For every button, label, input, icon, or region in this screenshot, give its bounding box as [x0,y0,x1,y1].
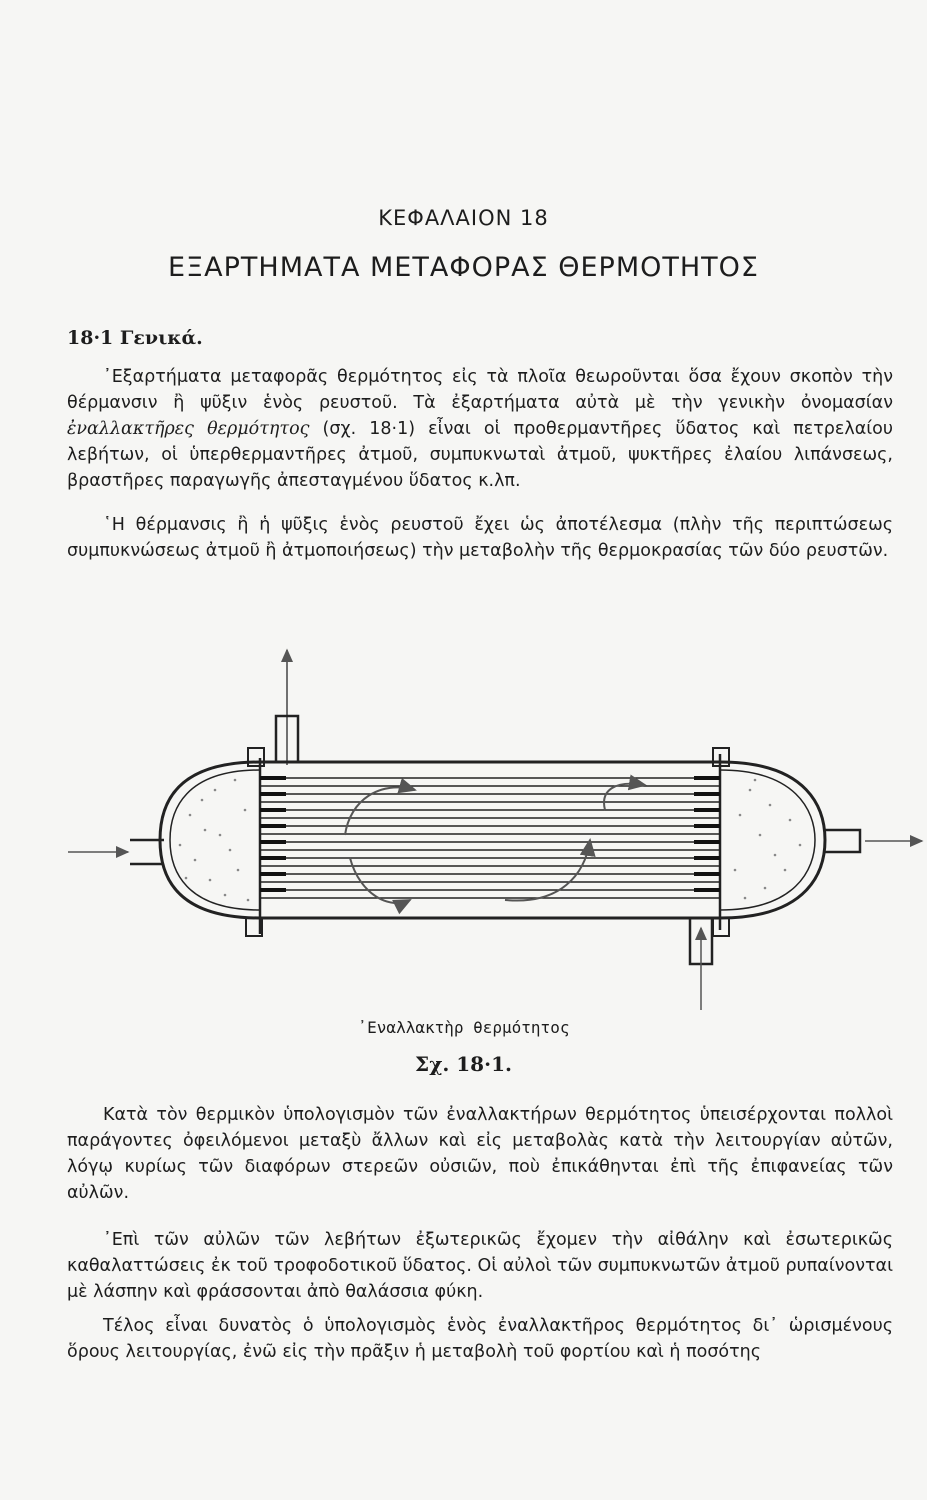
chapter-label: ΚΕΦΑΛΑΙΟΝ 18 [378,206,549,230]
paragraph-1-text-b: (σχ. 18·1) εἶναι οἱ προθερμαντῆρες ὕδατος καὶ πετρελαίου λεβήτων, οἱ ὑπερθερμαντῆρες ἀτμοῦ, συμπυκνωταὶ ἀτμοῦ, ψυκτῆρες ἐλαίου λιπάνσεως, βραστῆρες παραγωγῆς ἀπεσταγμένου ὕδατος κ.λπ. [67,419,893,491]
heat-exchanger-diagram [60,630,927,1015]
top-nozzle [248,650,729,766]
left-nozzle [68,840,164,864]
figure-label: ᾿Εναλλακτὴρ θερμότητος [357,1018,570,1037]
left-head-stipple [179,779,250,902]
figure-number: Σχ. 18·1. [415,1052,512,1076]
paragraph-1-text-a: ᾿Εξαρτήματα μεταφορᾶς θερμότητος εἰς τὰ πλοῖα θεωροῦνται ὅσα ἔχουν σκοπὸν τὴν θέρμανσιν ἢ ψῦξιν ἑνὸς ρευστοῦ. Τὰ ἐξαρτήματα αὐτὰ μὲ τὴν γενικὴν ὀνομασίαν [67,367,893,413]
right-nozzle [825,830,922,852]
paragraph-3: Κατὰ τὸν θερμικὸν ὑπολογισμὸν τῶν ἐναλλακτήρων θερμότητος ὑπεισέρχονται πολλοὶ παράγοντες ὀφειλόμενοι μεταξὺ ἄλλων καὶ εἰς μεταβολὰς κατὰ τὴν λειτουργίαν αὐτῶν, λόγῳ κυρίως τῶν διαφόρων στερεῶν οὐσιῶν, ποὺ ἐπικάθηνται ἐπὶ τῆς ἐπιφανείας τῶν αὐλῶν. [67,1105,893,1203]
bottom-nozzle [690,918,712,1010]
chapter-title: ΕΞΑΡΤΗΜΑΤΑ ΜΕΤΑΦΟΡΑΣ ΘΕΡΜΟΤΗΤΟΣ [168,252,759,283]
paragraph-1 [67,364,893,494]
paragraph-5: Τέλος εἶναι δυνατὸς ὁ ὑπολογισμὸς ἑνὸς ἐναλλακτῆρος θερμότητος δι᾿ ὡρισμένους ὅρους λειτουργίας, ἐνῶ εἰς τὴν πρᾶξιν ἡ μεταβολὴ τοῦ φορτίου καὶ ἡ ποσότης [67,1316,893,1362]
left-head [160,762,260,918]
paragraph-4: ᾿Επὶ τῶν αὐλῶν τῶν λεβήτων ἐξωτερικῶς ἔχομεν τὴν αἰθάλην καὶ ἐσωτερικῶς καθαλαττώσεις ἐκ τοῦ τροφοδοτικοῦ ὕδατος. Οἱ αὐλοὶ τῶν συμπυκνωτῶν ἀτμοῦ ρυπαίνονται μὲ λάσπην καὶ φράσσονται ἀπὸ θαλάσσια φύκη. [67,1230,893,1302]
paragraph-1-term: ἐναλλακτῆρες θερμότητος [67,419,310,439]
exchanger-shell [160,754,825,936]
tube-bundle [260,778,720,898]
section-heading: 18·1 Γενικά. [67,327,203,349]
right-head-stipple [734,779,802,900]
paragraph-2: ῾Η θέρμανσις ἢ ἡ ψῦξις ἑνὸς ρευστοῦ ἔχει ὡς ἀποτέλεσμα (πλὴν τῆς περιπτώσεως συμπυκνώσεως ἀτμοῦ ἢ ἀτμοποιήσεως) τὴν μεταβολὴν τῆς θερμοκρασίας τῶν δύο ρευστῶν. [67,515,893,561]
right-head [720,762,825,918]
